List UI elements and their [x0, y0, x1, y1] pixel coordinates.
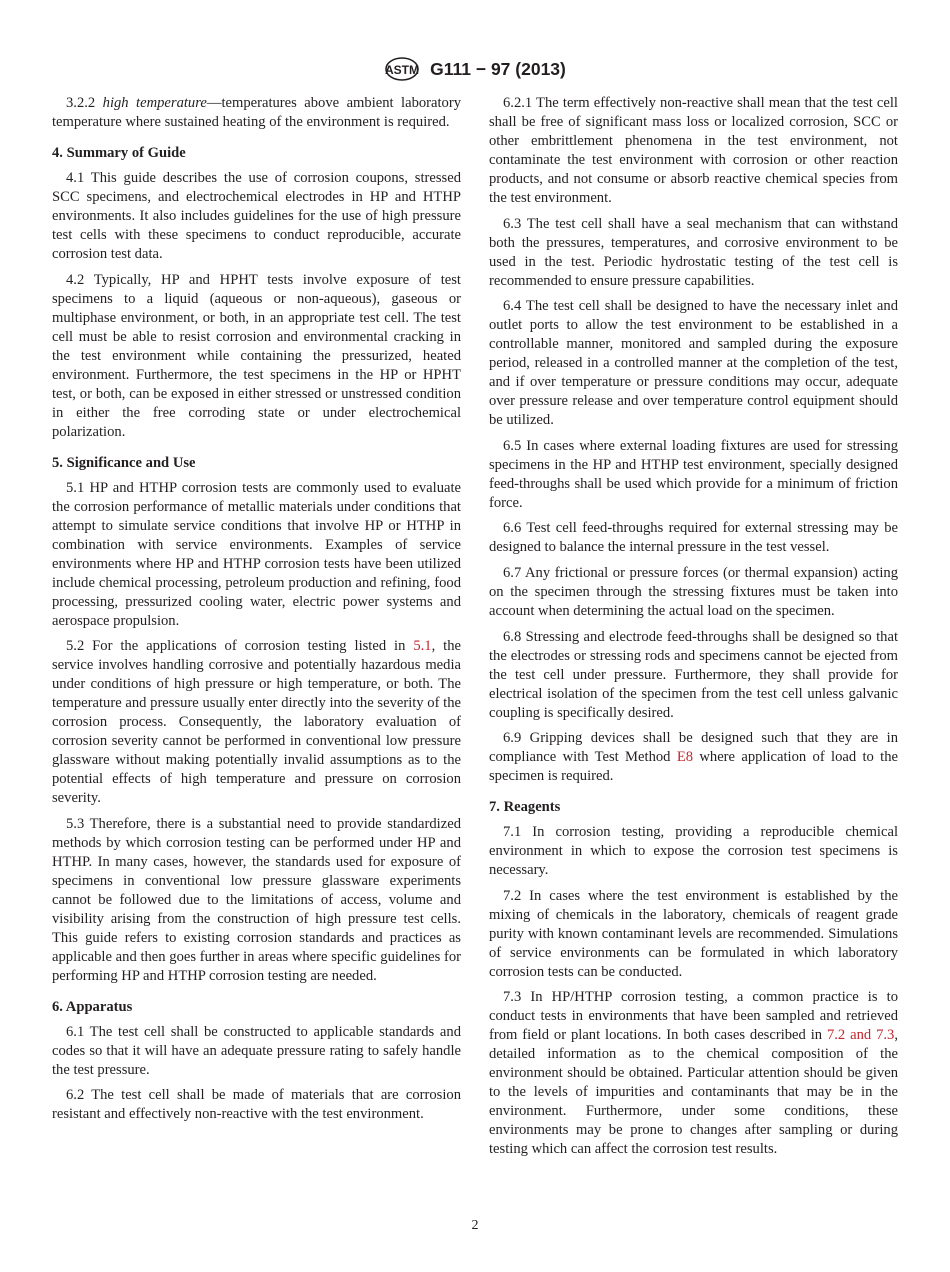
paragraph: [489, 94, 898, 208]
paragraph-text: 6.4 The test cell shall be designed to have the necessary inlet and outlet ports to allow the test environment to be established in a controllable manner, monitored and sampled during the exposure period, released in a controlled manner at the completion of the test, and if over temperature or pressure conditions may occur, adequate over pressure release and over temperature control equipment should be utilized.: [489, 298, 898, 429]
defined-term: high temperature: [102, 95, 207, 111]
paragraph-text: 5.1 HP and HTHP corrosion tests are commonly used to evaluate the corrosion performance of metallic materials under conditions that attempt to simulate service conditions that involve HP or HTHP in combination with service environments. Examples of service environments where HP and HTHP corrosion tests have been utilized include chemical processing, petroleum production and refining, food processing, pressurized cooling water, electric power systems and aerospace propulsion.: [52, 479, 461, 629]
paragraph-text: 6.2.1 The term effectively non-reactive shall mean that the test cell shall be free of significant mass loss or localized corrosion, SCC or other embrittlement phenomena in the test environment, not contaminate the test environment with corrosion or other reaction products, and not consume or absorb reactive chemical species from the test environment.: [489, 95, 898, 206]
paragraph-text: 6.3 The test cell shall have a seal mechanism that can withstand both the pressures, temperatures, and corrosive environment to be used in the test. Periodic hydrostatic testing of the test cell is recommended to ensure pressure capabilities.: [489, 215, 898, 289]
section-heading: 5. Significance and Use: [52, 454, 196, 471]
standard-designation: G111 − 97 (2013): [430, 58, 566, 79]
paragraph: [52, 271, 461, 442]
paragraph: [489, 297, 898, 430]
paragraph: [52, 479, 461, 631]
astm-logo-icon: [384, 56, 420, 82]
paragraph: [489, 628, 898, 723]
paragraph: [489, 215, 898, 291]
cross-reference-link[interactable]: 5.1: [413, 638, 432, 655]
page-header: [0, 56, 950, 82]
paragraph-text: 6.1 The test cell shall be constructed to applicable standards and codes so that it will have an adequate pressure rating to safely handle the test pressure.: [52, 1023, 461, 1078]
cross-reference-link[interactable]: E8: [676, 749, 694, 766]
paragraph-text: 7.2 In cases where the test environment is established by the mixing of chemicals in the laboratory, chemicals of reagent grade purity with known contaminant levels are recommended. Simulations of service environments can be formulated in which laboratory corrosion tests can be conducted.: [489, 887, 898, 980]
paragraph-text: , the service involves handling corrosive and potentially hazardous media under conditions of high pressure or high temperature, or both. The temperature and pressure usually enter directly into the severity of the corrosion process. Consequently, the laboratory evaluation of corrosion severity cannot be performed in conventional low pressure glassware without making potentially invalid assumptions as to the potential effects of high temperature and pressure on corrosion severity.: [52, 638, 461, 807]
section-heading: 4. Summary of Guide: [52, 145, 186, 161]
paragraph-text: 4.1 This guide describes the use of corrosion coupons, stressed SCC specimens, and electrochemical electrodes in HP and HTHP environments. It also includes guidelines for the use of high pressure test cells with these specimens to conduct reproducible, accurate corrosion test data.: [52, 170, 461, 262]
paragraph: [52, 169, 461, 264]
paragraph: [489, 887, 898, 982]
paragraph: [489, 729, 898, 786]
paragraph: [52, 1023, 461, 1080]
paragraph: [52, 1086, 461, 1124]
paragraph: [52, 637, 461, 808]
paragraph-text: 7.3 In HP/HTHP corrosion testing, a common practice is to conduct tests in environments that have been sampled and retrieved from field or plant locations. In both cases described in: [489, 989, 898, 1044]
svg-text:ASTM: ASTM: [385, 63, 420, 77]
paragraph-text: 6.5 In cases where external loading fixtures are used for stressing specimens in the HP and HTHP test environment, specially designed feed-throughs shall be used which provide for a minimum of friction force.: [489, 437, 898, 511]
paragraph: [489, 988, 898, 1159]
paragraph: [489, 564, 898, 621]
cross-reference-link[interactable]: 7.2 and 7.3: [826, 1027, 895, 1044]
page-number: 2: [471, 1218, 479, 1233]
paragraph-text: 6.7 Any frictional or pressure forces (or thermal expansion) acting on the specimen through the stressing fixtures must be taken into account when determining the actual load on the specimen.: [489, 564, 898, 619]
paragraph-text: 6.8 Stressing and electrode feed-throughs shall be designed so that the electrodes or stressing rods and specimens cannot be ejected from the test cell under pressure. Furthermore, they shall provide for electrical isolation of the specimen from the test cell unless galvanic coupling is specifically desired.: [489, 628, 898, 721]
section-heading: 7. Reagents: [489, 799, 561, 816]
paragraph-text: where application of load to the specimen is required.: [489, 749, 899, 785]
paragraph-text: 4.2 Typically, HP and HPHT tests involve exposure of test specimens to a liquid (aqueous or non-aqueous), gaseous or multiphase environment, or both, in an appropriate test cell. The test cell must be able to resist corrosion and environmental cracking in the test environment while containing the pressurized, heated environment. Furthermore, the test specimens in the HP or HPHT test, or both, can be exposed in either stressed or unstressed condition in either the free corroding state or under electrochemical polarization.: [52, 271, 461, 440]
paragraph: [52, 815, 461, 986]
paragraph-text: 3.2.2: [66, 95, 103, 111]
right-column: [489, 94, 898, 1166]
paragraph-text: 6.2 The test cell shall be made of materials that are corrosion resistant and effectively non-reactive with the test environment.: [52, 1087, 461, 1123]
paragraph-text: 6.6 Test cell feed-throughs required for external stressing may be designed to balance the internal pressure in the test vessel.: [489, 520, 898, 556]
left-column: [52, 94, 461, 1131]
paragraph: [489, 519, 898, 557]
paragraph: [52, 94, 461, 132]
paragraph-text: 5.2 For the applications of corrosion testing listed in: [66, 638, 414, 655]
paragraph: [489, 437, 898, 513]
paragraph-text: , detailed information as to the chemical composition of the environment should be obtained. Particular attention should be given to the levels of impurities and contaminants that may be in the environment. Furthermore, under some conditions, these environments may be prone to changes after sampling or during testing which can affect the corrosion test results.: [489, 1027, 899, 1158]
paragraph: [489, 823, 898, 880]
paragraph-text: 5.3 Therefore, there is a substantial need to provide standardized methods by which corrosion testing can be performed under HP and HTHP. In many cases, however, the standards used for exposure of specimens in conventional low pressure glassware experiments cannot be followed due to the limitations of access, volume and visibility arising from the construction of high pressure test cells. This guide refers to existing corrosion standards and practices as applicable and then goes further in areas where specific guidelines for performing HP and HTHP corrosion testing are needed.: [52, 815, 461, 984]
paragraph-text: —temperatures above ambient laboratory temperature where sustained heating of the environment is required.: [52, 95, 462, 130]
section-heading: 6. Apparatus: [52, 998, 133, 1015]
paragraph-text: 6.9 Gripping devices shall be designed such that they are in compliance with Test Method: [489, 730, 898, 766]
paragraph-text: 7.1 In corrosion testing, providing a reproducible chemical environment in which to expose the corrosion test specimens is necessary.: [489, 824, 898, 879]
